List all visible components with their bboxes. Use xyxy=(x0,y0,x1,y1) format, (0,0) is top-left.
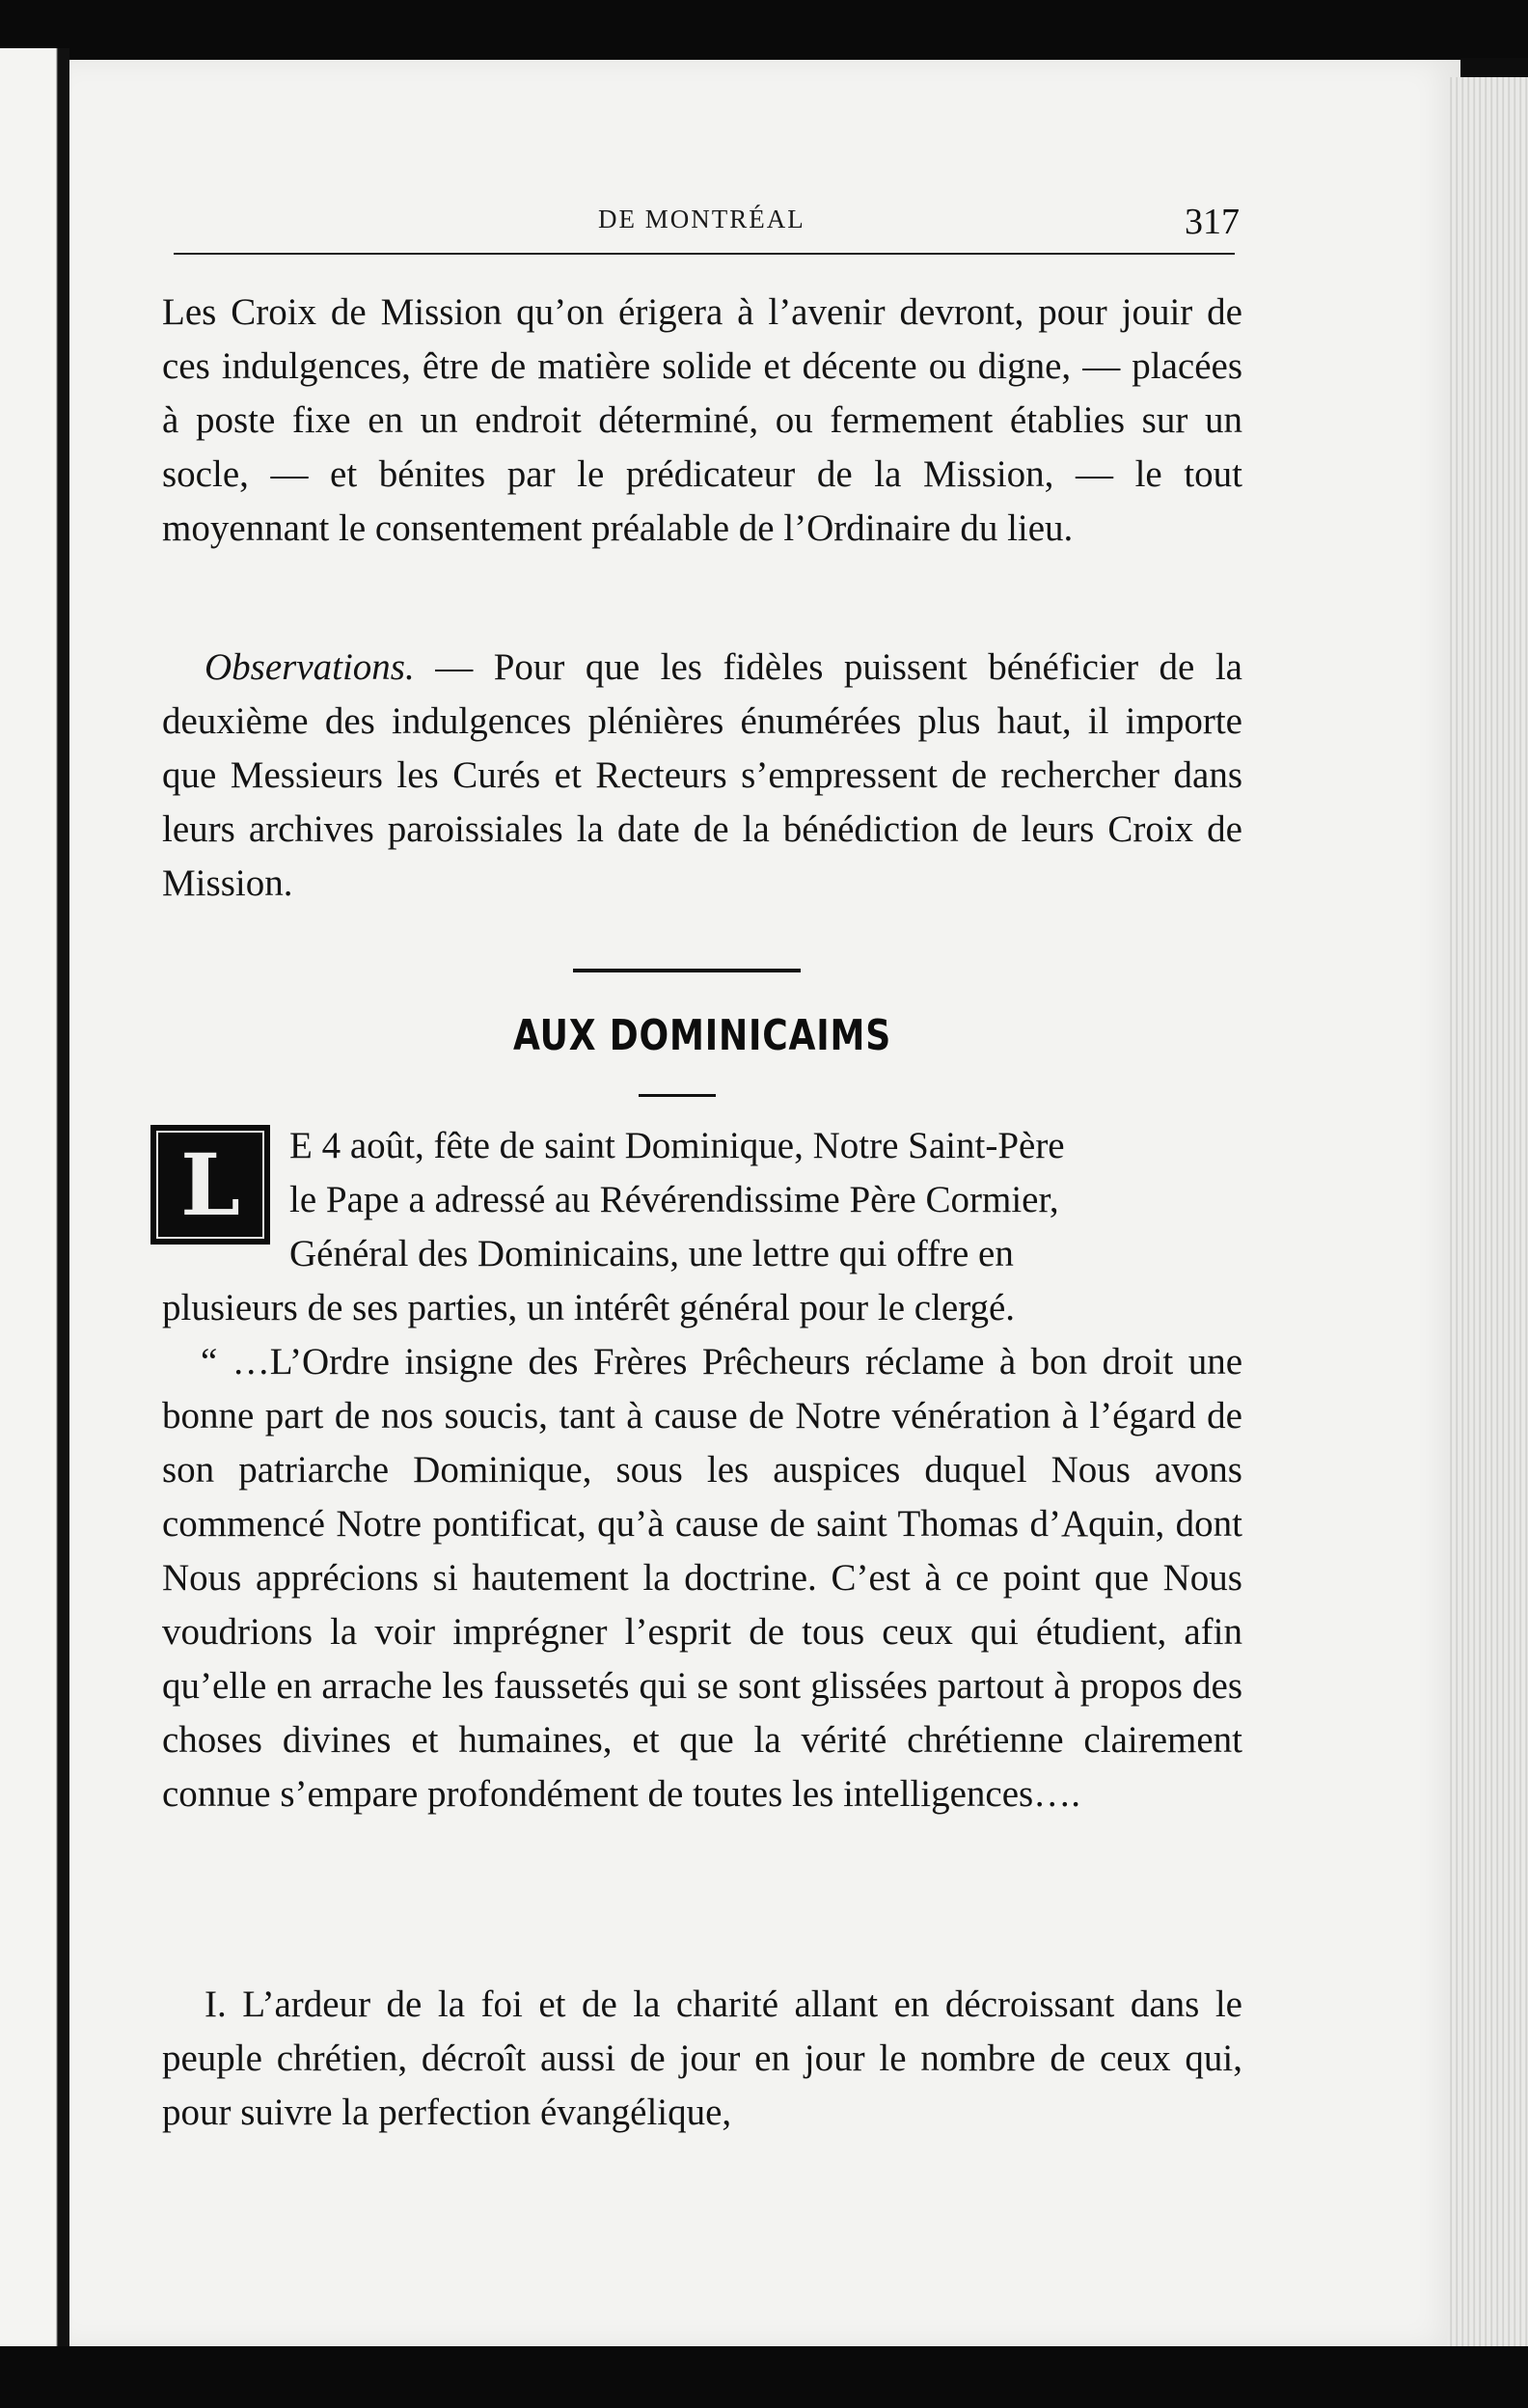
running-title: DE MONTRÉAL xyxy=(598,205,805,233)
intro-rest: plusieurs de ses parties, un intérêt général pour le clergé. xyxy=(162,1287,1016,1328)
intro-line-2: le Pape a adressé au Révérendissime Père Cormier, xyxy=(289,1179,1059,1220)
intro-line-3: Général des Dominicains, une lettre qui offre en xyxy=(289,1233,1014,1274)
dropcap-letter: L xyxy=(156,1131,264,1239)
section-divider-rule xyxy=(573,969,801,972)
scan-bottom-border xyxy=(0,2346,1528,2408)
paragraph-intro-dominicains xyxy=(162,1119,1242,1335)
page-edges xyxy=(1447,77,1528,2354)
title-underline-rule xyxy=(639,1094,716,1097)
scan-binding-edge xyxy=(0,48,69,2364)
observations-text: — Pour que les fidèles puissent bénéficier de la deuxième des indulgences plénières énumérées plus haut, il importe que Messieurs les Curés et Recteurs s’empressent de rechercher dans leurs archives paroissiales la date de la bénédiction de leurs Croix de Mission. xyxy=(162,646,1242,904)
scan-top-border xyxy=(0,0,1528,58)
paragraph-section-one: I. L’ardeur de la foi et de la charité allant en décroissant dans le peuple chrétien, décroît aussi de jour en jour le nombre de ceux qui, pour suivre la perfection évangélique, xyxy=(162,1984,1242,2133)
page-number: 317 xyxy=(1185,202,1240,242)
section-title: AUX DOMINICAIMS xyxy=(512,1011,892,1060)
running-head xyxy=(174,202,1240,253)
paragraph-papal-quote: “ …L’Ordre insigne des Frères Prêcheurs réclame à bon droit une bonne part de nos soucis, tant à cause de Notre vénération à l’égard de son patriarche Dominique, sous les auspices duquel Nous avons commencé Notre pontificat, qu’à cause de saint Thomas d’Aquin, dont Nous apprécions si hautement la doctrine. C’est à ce point que Nous voudrions la voir imprégner l’esprit de tous ceux qui étudient, afin qu’elle en arrache les faussetés qui se sont glissées partout à propos des choses divines et humaines, et que la vérité chrétienne clairement connue s’empare profondément de toutes les intelligences…. xyxy=(162,1341,1242,1815)
paragraph-croix-de-mission: Les Croix de Mission qu’on érigera à l’avenir devront, pour jouir de ces indulgences, être de matière solide et décente ou digne, — placées à poste fixe en un endroit déterminé, ou fermement établies sur un socle, — et bénites par le prédicateur de la Mission, — le tout moyennant le consentement préalable de l’Ordinaire du lieu. xyxy=(162,291,1242,549)
paragraph-observations xyxy=(162,641,1242,911)
observations-label: Observations. xyxy=(205,646,415,688)
intro-line-1: E 4 août, fête de saint Dominique, Notre Saint-Père xyxy=(289,1125,1065,1166)
header-rule xyxy=(174,253,1235,255)
